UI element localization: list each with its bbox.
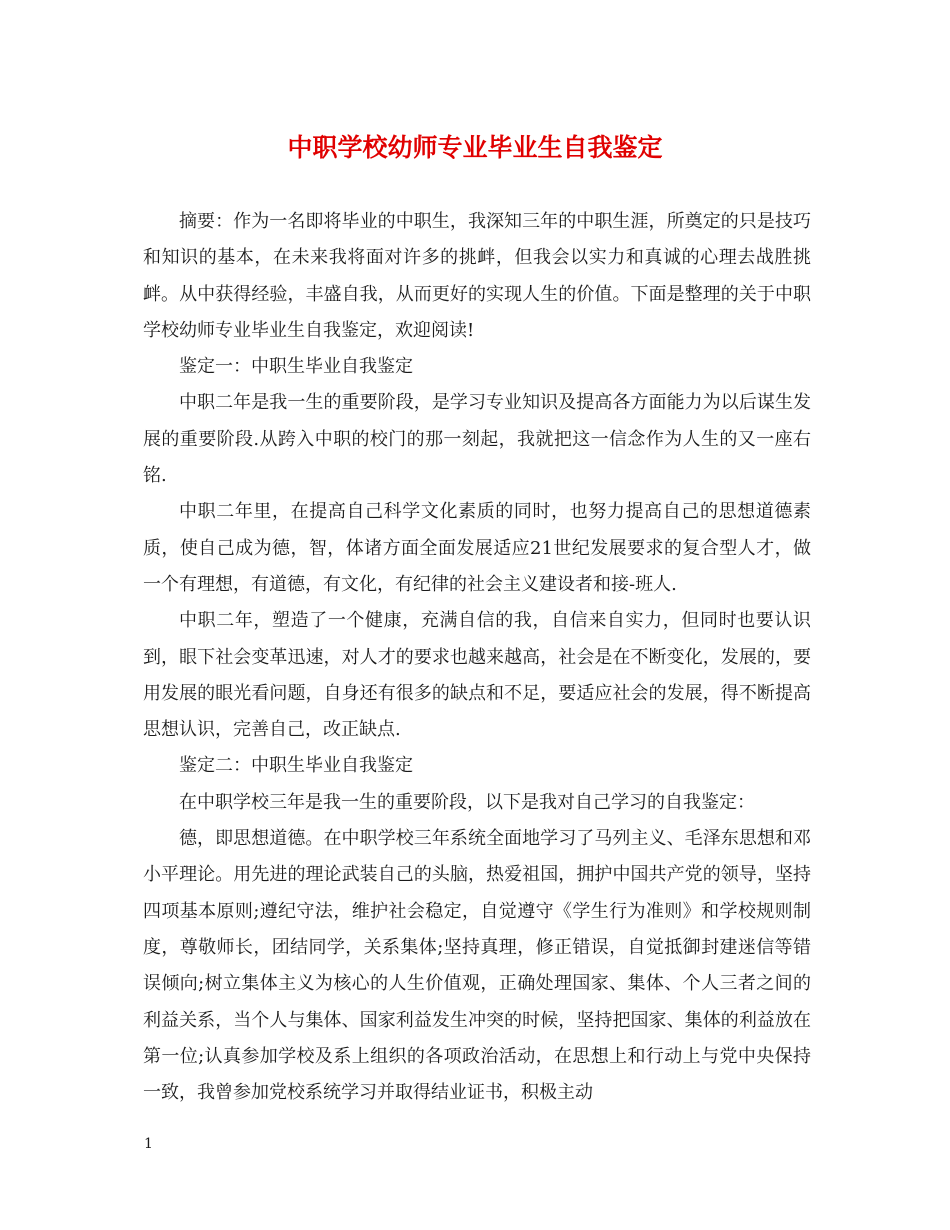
paragraph: 中职二年里，在提高自己科学文化素质的同时，也努力提高自己的思想道德素质，使自己成为德，智，体诸方面全面发展适应21世纪发展要求的复合型人才，做一个有理想，有道德，有文化，有纪律的社会主义建设者和接-班人. <box>143 501 811 595</box>
paragraph: 在中职学校三年是我一生的重要阶段，以下是我对自己学习的自我鉴定： <box>179 791 755 813</box>
section-heading-1: 鉴定一：中职生毕业自我鉴定 <box>179 356 413 378</box>
paragraph: 中职二年是我一生的重要阶段，是学习专业知识及提高各方面能力为以后谋生发展的重要阶段.从跨入中职的校门的那一刻起，我就把这一信念作为人生的又一座右铭. <box>143 392 811 487</box>
paragraph: 德，即思想道德。在中职学校三年系统全面地学习了马列主义、毛泽东思想和邓小平理论。用先进的理论武装自己的头脑，热爱祖国，拥护中国共产党的领导，坚持四项基本原则;遵纪守法，维护社会稳定，自觉遵守《学生行为准则》和学校规则制度，尊敬师长，团结同学，关系集体;坚持真理，修正错误，自觉抵御封建迷信等错误倾向;树立集体主义为核心的人生价值观，正确处理国家、集体、个人三者之间的利益关系，当个人与集体、国家利益发生冲突的时候，坚持把国家、集体的利益放在第一位;认真参加学校及系上组织的各项政治活动，在思想上和行动上与党中央保持一致，我曾参加党校系统学习并取得结业证书，积极主动 <box>143 828 811 1104</box>
page-number: 1 <box>144 1136 153 1152</box>
paragraph-abstract: 摘要：作为一名即将毕业的中职生，我深知三年的中职生涯，所奠定的只是技巧和知识的基本，在未来我将面对许多的挑衅，但我会以实力和真诚的心理去战胜挑衅。从中获得经验，丰盛自我，从而更好的实现人生的价值。下面是整理的关于中职学校幼师专业毕业生自我鉴定，欢迎阅读! <box>143 211 811 341</box>
paragraph: 中职二年，塑造了一个健康，充满自信的我，自信来自实力，但同时也要认识到，眼下社会变革迅速，对人才的要求也越来越高，社会是在不断变化，发展的，要用发展的眼光看问题，自身还有很多的缺点和不足，要适应社会的发展，得不断提高思想认识，完善自己，改正缺点. <box>143 610 811 741</box>
section-heading-2: 鉴定二：中职生毕业自我鉴定 <box>179 755 413 777</box>
document-title: 中职学校幼师专业毕业生自我鉴定 <box>287 133 663 162</box>
document-body <box>143 204 811 1111</box>
